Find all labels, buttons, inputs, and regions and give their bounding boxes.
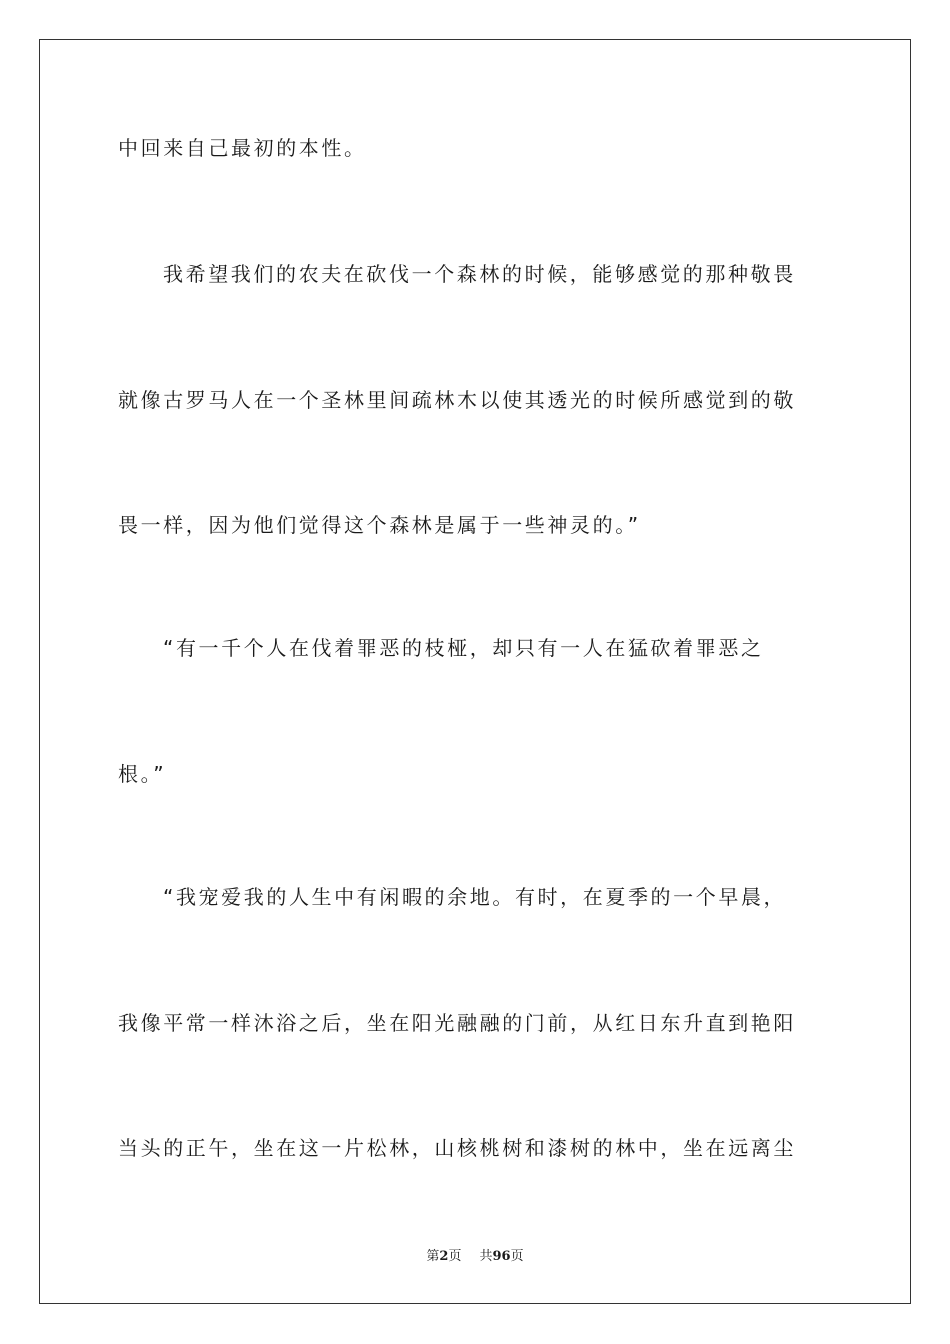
text-line-7: “我宠爱我的人生中有闲暇的余地。有时，在夏季的一个早晨， [163, 885, 787, 909]
page-number: 2 [439, 1249, 449, 1264]
text-line-2: 我希望我们的农夫在砍伐一个森林的时候，能够感觉的那种敬畏 [163, 262, 796, 286]
text-line-3: 就像古罗马人在一个圣林里间疏林木以使其透光的时候所感觉到的敬 [118, 388, 796, 412]
page-border [39, 39, 911, 1304]
total-prefix: 共 [479, 1249, 493, 1264]
text-line-8: 我像平常一样沐浴之后，坐在阳光融融的门前，从红日东升直到艳阳 [118, 1011, 796, 1035]
text-line-6: 根。” [118, 762, 167, 786]
total-suffix: 页 [510, 1249, 524, 1264]
total-pages: 96 [492, 1249, 511, 1264]
text-line-5: “有一千个人在伐着罪恶的枝桠，却只有一人在猛砍着罪恶之 [163, 636, 764, 660]
text-line-1: 中回来自己最初的本性。 [118, 136, 367, 160]
page-footer [0, 1249, 950, 1265]
page-suffix: 页 [448, 1249, 462, 1264]
text-line-4: 畏一样，因为他们觉得这个森林是属于一些神灵的。” [118, 513, 641, 537]
text-line-9: 当头的正午，坐在这一片松林，山核桃树和漆树的林中，坐在远离尘 [118, 1136, 796, 1160]
page-prefix: 第 [426, 1249, 440, 1264]
